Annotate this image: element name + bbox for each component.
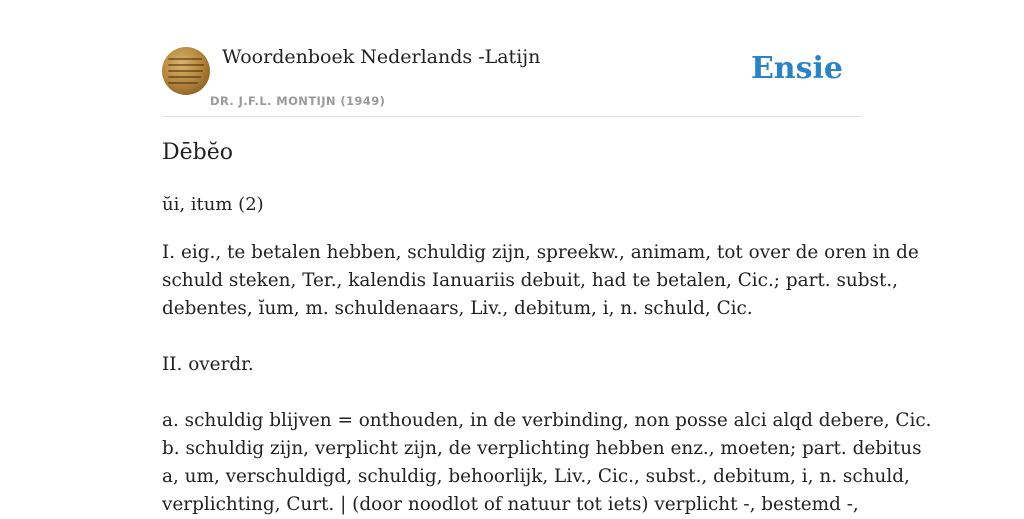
grammar-text: ŭi, itum (2) [162,194,264,215]
dictionary-author: DR. J.F.L. MONTIJN (1949) [210,94,386,108]
site-header [162,0,862,117]
definition-line: schuld steken, Ter., kalendis Ianuariis debuit, had te betalen, Cic.; part. subst., [162,270,899,291]
definition-line: I. eig., te betalen hebben, schuldig zijn, spreekw., animam, tot over de oren in de [162,242,919,263]
definition-line: debentes, ĭum, m. schuldenaars, Liv., debitum, i, n. schuld, Cic. [162,298,753,319]
definition-line: II. overdr. [162,354,254,375]
definition-line: a. schuldig blijven = onthouden, in de verbinding, non posse alci alqd debere, Cic. [162,410,932,431]
dictionary-title[interactable]: Woordenboek Nederlands -Latijn [222,46,541,68]
entry-definition [162,239,932,519]
entry-grammar [162,194,264,215]
dictionary-logo-icon[interactable] [162,47,210,95]
page [162,0,932,515]
definition-line: b. schuldig zijn, verplicht zijn, de verplichting hebben enz., moeten; part. debitus [162,438,922,459]
definition-line: a, um, verschuldigd, schuldig, behoorlijk, Liv., Cic., subst., debitum, i, n. schuld, [162,466,910,487]
entry-headword: Dēbĕo [162,140,234,165]
ensie-brand-link[interactable]: Ensie [750,51,843,86]
definition-line: verplichting, Curt. | (door noodlot of natuur tot iets) verplicht -, bestemd -, [162,494,859,515]
